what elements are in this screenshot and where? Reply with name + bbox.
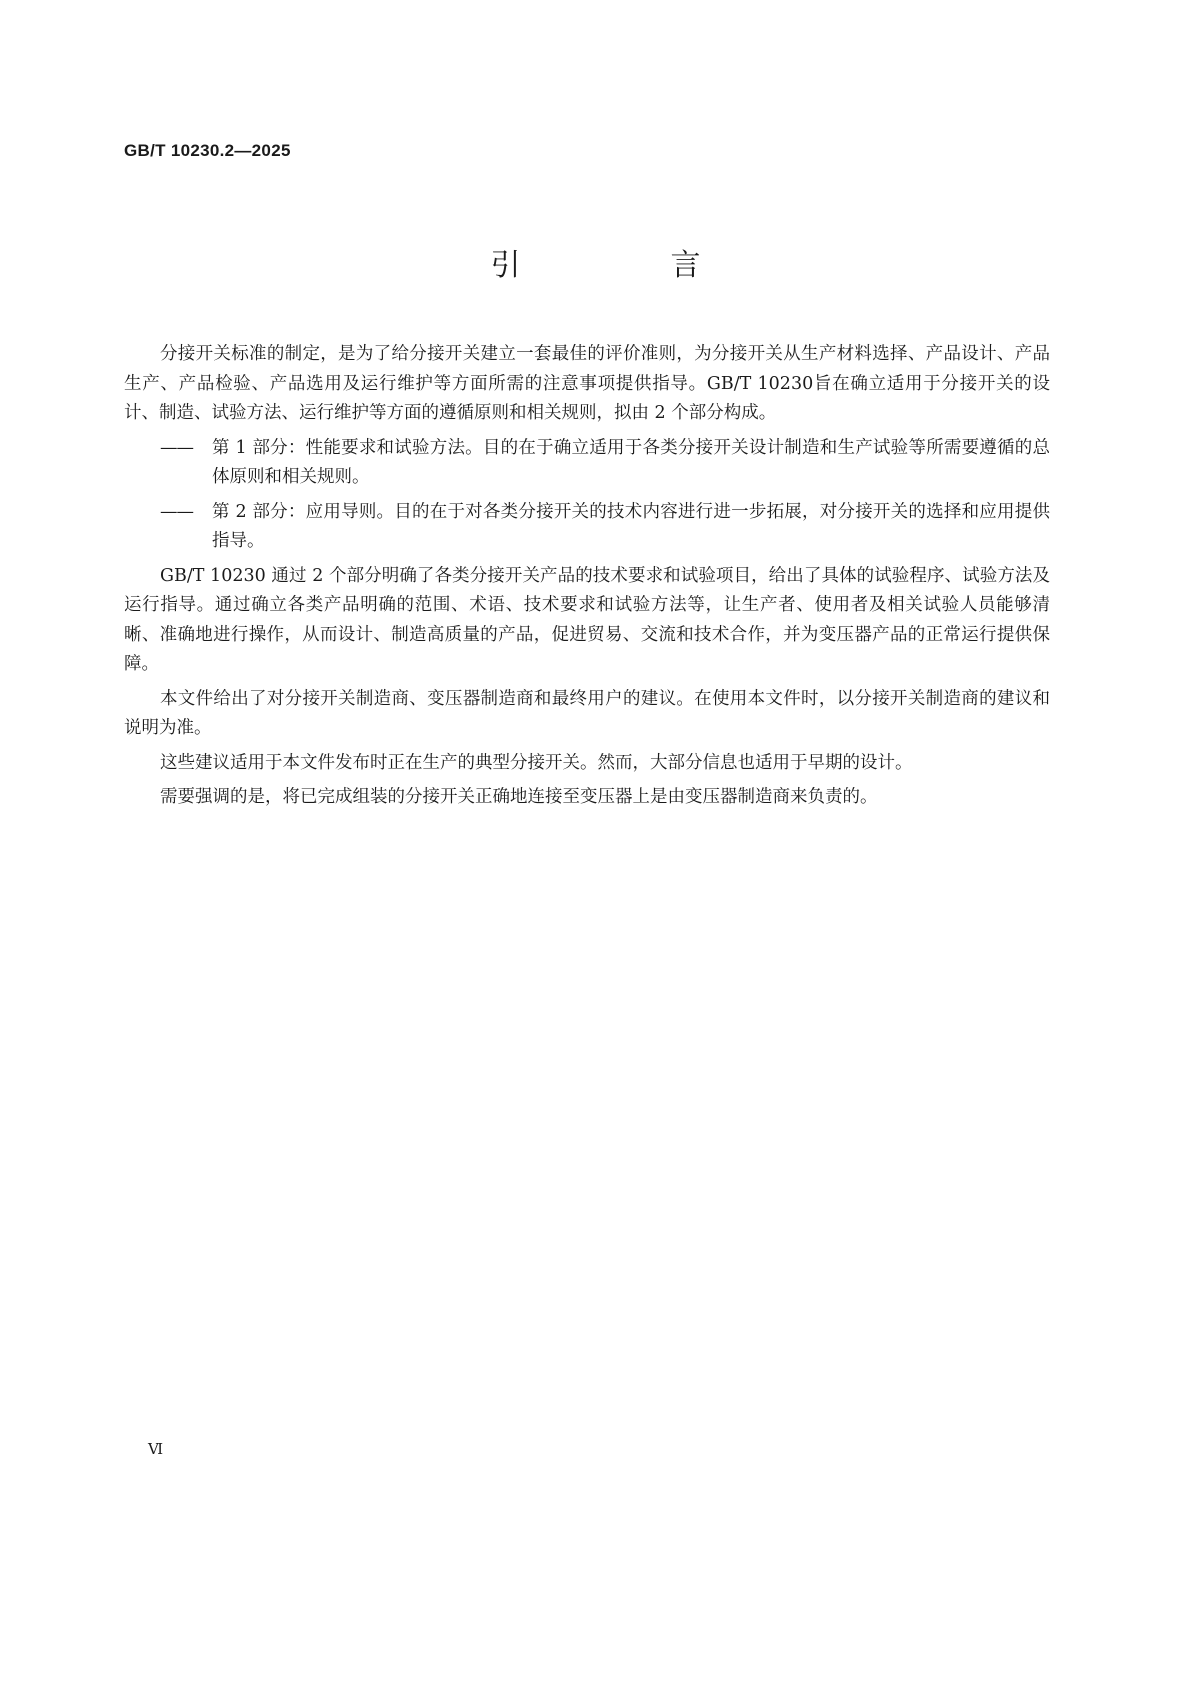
list-item-part-2: [124, 498, 1050, 557]
paragraph-intro: 分接开关标准的制定，是为了给分接开关建立一套最佳的评价准则，为分接开关从生产材料选择、产品设计、产品生产、产品检验、产品选用及运行维护等方面所需的注意事项提供指导。GB/T 10230旨在确立适用于分接开关的设计、制造、试验方法、运行维护等方面的遵循原则和相关规则，拟由 2 个部分构成。: [124, 344, 1050, 423]
list-item-text: 第 2 部分：应用导则。目的在于对各类分接开关的技术内容进行进一步拓展，对分接开关的选择和应用提供指导。: [212, 501, 1050, 551]
document-body: [124, 340, 1050, 818]
paragraph-recommendations: 本文件给出了对分接开关制造商、变压器制造商和最终用户的建议。在使用本文件时，以分接开关制造商的建议和说明为准。: [124, 688, 1050, 738]
list-dash: ——: [160, 437, 193, 458]
list-item-part-1: [124, 434, 1050, 493]
paragraph-structure: GB/T 10230 通过 2 个部分明确了各类分接开关产品的技术要求和试验项目，给出了具体的试验程序、试验方法及运行指导。通过确立各类产品明确的范围、术语、技术要求和试验方法等，让生产者、使用者及相关试验人员能够清晰、准确地进行操作，从而设计、制造高质量的产品，促进贸易、交流和技术合作，并为变压器产品的正常运行提供保障。: [124, 565, 1050, 674]
list-dash: ——: [160, 501, 193, 522]
standard-number-header: GB/T 10230.2—2025: [124, 141, 291, 160]
list-item-text: 第 1 部分：性能要求和试验方法。目的在于确立适用于各类分接开关设计制造和生产试验等所需要遵循的总体原则和相关规则。: [212, 437, 1050, 487]
page-title: 引 言: [490, 248, 761, 283]
page-number: Ⅵ: [148, 1440, 164, 1458]
paragraph-responsibility: 需要强调的是，将已完成组装的分接开关正确地连接至变压器上是由变压器制造商来负责的。: [160, 787, 878, 807]
paragraph-applicability: 这些建议适用于本文件发布时正在生产的典型分接开关。然而，大部分信息也适用于早期的设计。: [160, 752, 913, 773]
